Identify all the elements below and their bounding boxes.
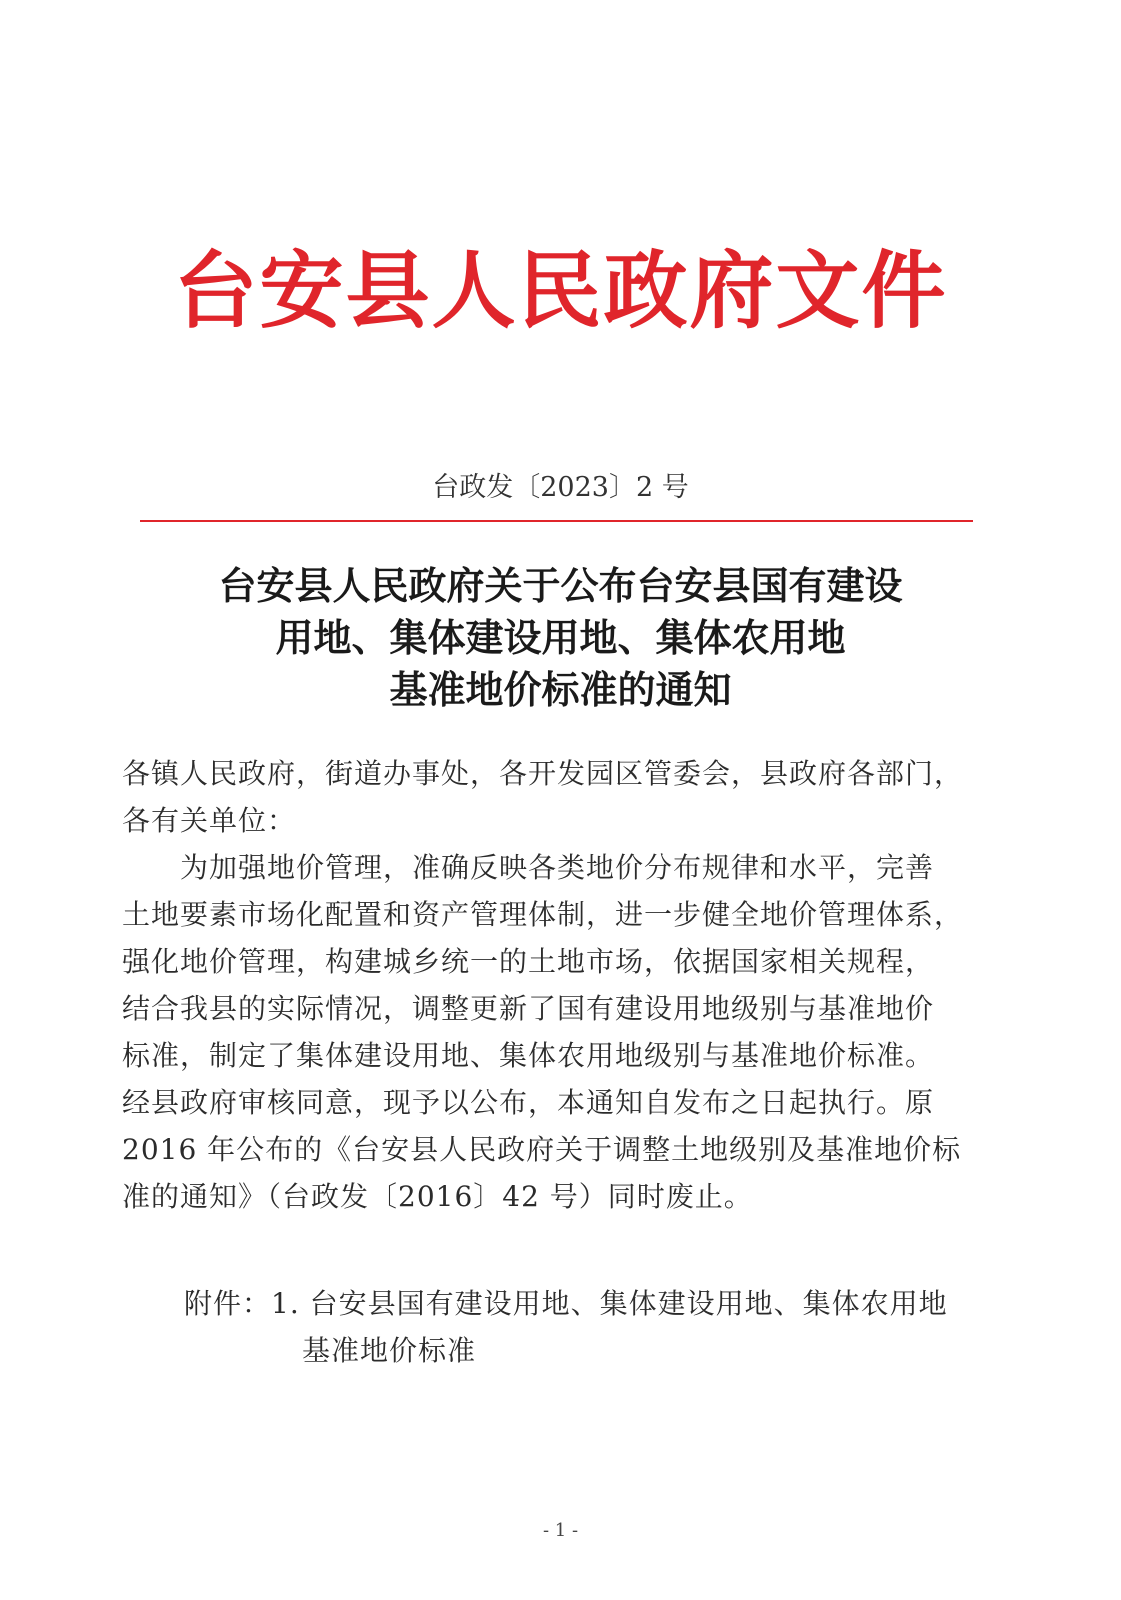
document-number: 台政发〔2023〕2 号: [432, 472, 689, 503]
body-line-3: 强化地价管理，构建城乡统一的土地市场，依据国家相关规程，: [122, 945, 935, 978]
attachment-line-2: 基准地价标准: [302, 1334, 477, 1367]
addressee-line-1: 各镇人民政府，街道办事处，各开发园区管委会，县政府各部门，: [122, 757, 964, 790]
notice-title-line-1: 台安县人民政府关于公布台安县国有建设: [218, 564, 903, 608]
body-line-7: 2016 年公布的《台安县人民政府关于调整土地级别及基准地价标: [122, 1133, 962, 1166]
body-line-2: 土地要素市场化配置和资产管理体制，进一步健全地价管理体系，: [122, 898, 964, 931]
addressee-line-2: 各有关单位：: [122, 804, 297, 837]
body-line-8: 准的通知》（台政发〔2016〕42 号）同时废止。: [122, 1180, 753, 1213]
notice-title: [150, 560, 971, 716]
red-divider-line: [140, 520, 973, 522]
attachment-line-1: 附件：1. 台安县国有建设用地、集体建设用地、集体农用地: [184, 1287, 948, 1320]
notice-title-line-3: 基准地价标准的通知: [389, 668, 732, 712]
body-line-1: 为加强地价管理，准确反映各类地价分布规律和水平，完善: [180, 851, 935, 884]
red-header-title: 台安县人民政府文件: [173, 241, 948, 340]
attachment-section: [184, 1280, 984, 1374]
body-line-6: 经县政府审核同意，现予以公布，本通知自发布之日起执行。原: [122, 1086, 935, 1119]
notice-title-line-2: 用地、集体建设用地、集体农用地: [275, 616, 846, 660]
body-line-4: 结合我县的实际情况，调整更新了国有建设用地级别与基准地价: [122, 992, 935, 1025]
page-number: - 1 -: [542, 1520, 579, 1541]
notice-body: [122, 750, 982, 1220]
body-line-5: 标准，制定了集体建设用地、集体农用地级别与基准地价标准。: [122, 1039, 935, 1072]
